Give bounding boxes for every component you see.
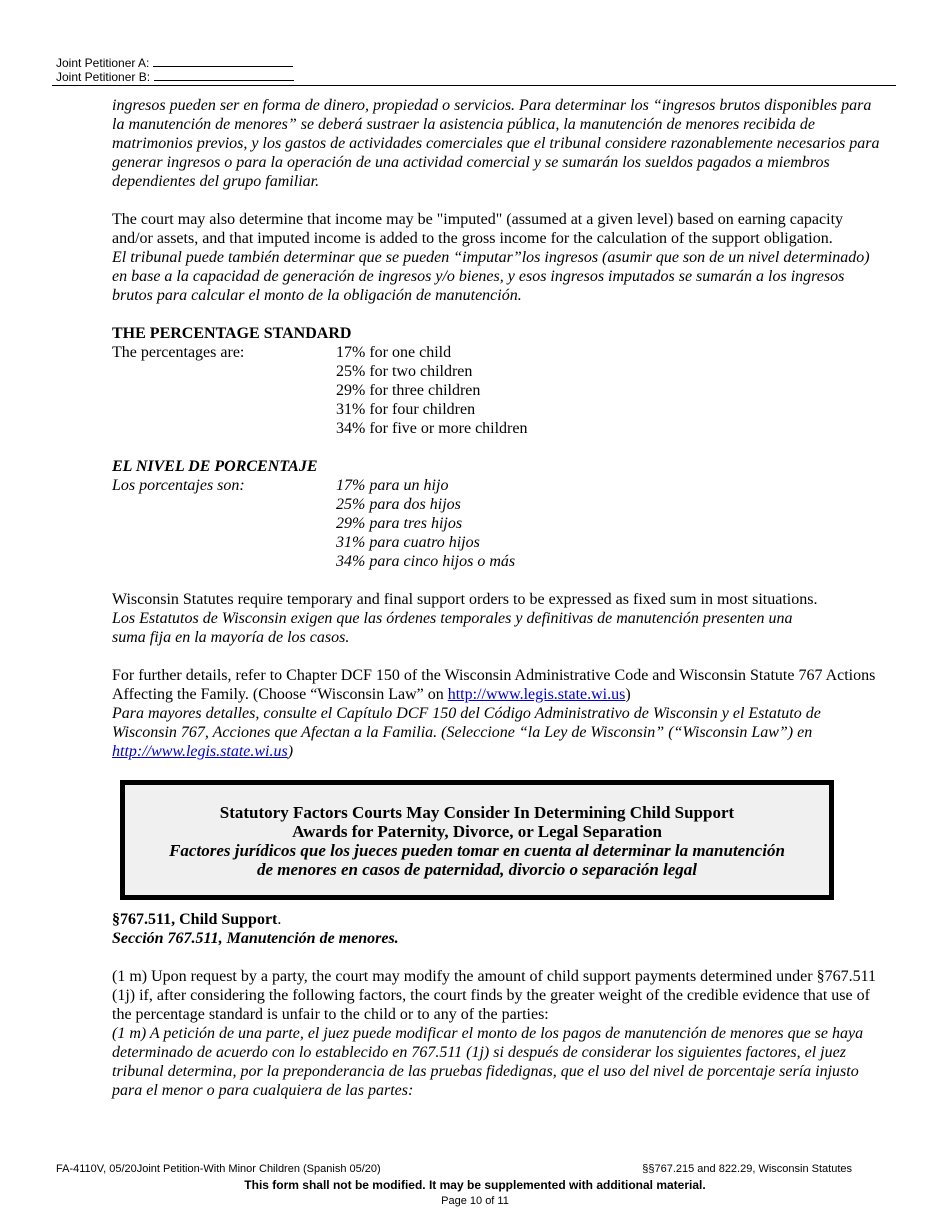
footer-statutes: §§767.215 and 822.29, Wisconsin Statutes — [642, 1163, 852, 1175]
percentage-label-en: The percentages are: — [112, 344, 245, 361]
footer-notice: This form shall not be modified. It may be supplemented with additional material. — [244, 1178, 706, 1192]
percentage-item: 17% for one child — [336, 344, 452, 361]
header-rule — [52, 85, 896, 86]
percentage-list-es — [112, 476, 882, 571]
box-title-line-4: de menores en casos de paternidad, divorcio o separación legal — [256, 860, 698, 879]
percentage-label-es: Los porcentajes son: — [112, 477, 245, 494]
statutes-es: Los Estatutos de Wisconsin exigen que las órdenes temporales y definitivas de manutención presenten una suma fija en la mayoría de los casos. — [112, 610, 793, 646]
section-title-period: . — [277, 911, 282, 928]
section-paragraph-es: (1 m) A petición de una parte, el juez puede modificar el monto de los pagos de manutención de menores que se haya determinado de acuerdo con lo establecido en 767.511 (1j) si después de considerar los siguientes factores, el juez tribunal determina, por la preponderancia de las pruebas fidedignas, que el uso del nivel de porcentaje sería injusto para el menor o para cualquiera de las partes: — [112, 1025, 864, 1099]
details-es-text: Para mayores detalles, consulte el Capítulo DCF 150 del Código Administrativo de Wisconsin y el Estatuto de Wisconsin 767, Acciones que Afectan a la Familia. (Seleccione “la Ley de Wisconsin” (“Wisconsin Law”) en — [112, 705, 821, 741]
page-body — [112, 96, 882, 1100]
percentage-item: 31% for four children — [336, 401, 476, 418]
petitioner-b-line — [56, 69, 294, 84]
legis-link-en[interactable]: http://www.legis.state.wi.us — [447, 686, 626, 703]
petitioner-a-blank[interactable] — [153, 55, 293, 67]
imputed-paragraph-es: El tribunal puede también determinar que se pueden “imputar”los ingresos (asumir que son de un nivel determinado) en base a la capacidad de generación de ingresos y/o bienes, y esos ingresos imputados se sumarán a los ingresos brutos para calcular el monto de la obligación de manutención. — [112, 249, 870, 304]
footer-page-number: Page 10 of 11 — [441, 1195, 509, 1207]
statutory-factors-box — [120, 780, 834, 900]
petitioner-a-line — [56, 55, 293, 70]
details-en-text: For further details, refer to Chapter DCF 150 of the Wisconsin Administrative Code and Wisconsin Statute 767 Actions Affecting the Family. (Choose “Wisconsin Law” on — [112, 667, 876, 703]
section-paragraph-en: (1 m) Upon request by a party, the court may modify the amount of child support payments determined under §767.511 (1j) if, after considering the following factors, the court finds by the greater weight of the credible evidence that use of the percentage standard is unfair to the child or to any of the parties: — [112, 968, 876, 1023]
petitioner-b-label: Joint Petitioner B: — [56, 70, 151, 84]
petitioner-b-blank[interactable] — [154, 69, 294, 81]
percentage-item: 29% for three children — [336, 382, 481, 399]
percentage-item: 29% para tres hijos — [336, 515, 463, 532]
percentage-item: 25% for two children — [336, 363, 473, 380]
details-en-close: ) — [625, 686, 631, 703]
percentage-item: 31% para cuatro hijos — [336, 534, 480, 551]
section-title-es: Sección 767.511, Manutención de menores. — [112, 930, 399, 947]
income-paragraph-es: ingresos pueden ser en forma de dinero, propiedad o servicios. Para determinar los “ingresos brutos disponibles para la manutención de menores” se deberá sustraer la asistencia pública, la manutención de menores recibida de matrimonios previos, y los gastos de actividades comerciales que el tribunal considere razonablemente necesarios para generar ingresos o para la operación de una actividad comercial y se sumarán los sueldos pagados a miembros dependientes del grupo familiar. — [112, 97, 880, 190]
section-title-en — [112, 910, 882, 929]
percentage-item: 25% para dos hijos — [336, 496, 461, 513]
percentage-item: 34% for five or more children — [336, 420, 528, 437]
details-en — [112, 666, 882, 704]
footer-form-id: FA-4110V, 05/20Joint Petition-With Minor Children (Spanish 05/20) — [56, 1163, 381, 1175]
percentage-heading-en: THE PERCENTAGE STANDARD — [112, 325, 352, 342]
petitioner-a-label: Joint Petitioner A: — [56, 56, 150, 70]
imputed-paragraph-en: The court may also determine that income may be "imputed" (assumed at a given level) based on earning capacity and/or assets, and that imputed income is added to the gross income for the calculation of the support obligation. — [112, 211, 844, 247]
box-title-line-2: Awards for Paternity, Divorce, or Legal Separation — [292, 822, 662, 841]
statutes-en: Wisconsin Statutes require temporary and final support orders to be expressed as fixed sum in most situations. — [112, 591, 818, 608]
details-es-close: ) — [287, 743, 294, 760]
box-title-line-3: Factores jurídicos que los jueces pueden tomar en cuenta al determinar la manutención — [169, 841, 785, 860]
percentage-list-en — [112, 343, 882, 438]
legis-link-es[interactable]: http://www.legis.state.wi.us — [112, 743, 288, 760]
percentage-heading-es: EL NIVEL DE PORCENTAJE — [112, 458, 318, 475]
box-title-line-1: Statutory Factors Courts May Consider In Determining Child Support — [219, 803, 735, 822]
percentage-item: 34% para cinco hijos o más — [336, 553, 516, 570]
section-title-en-text: §767.511, Child Support — [112, 911, 278, 928]
percentage-item: 17% para un hijo — [336, 477, 449, 494]
details-es — [112, 704, 882, 761]
